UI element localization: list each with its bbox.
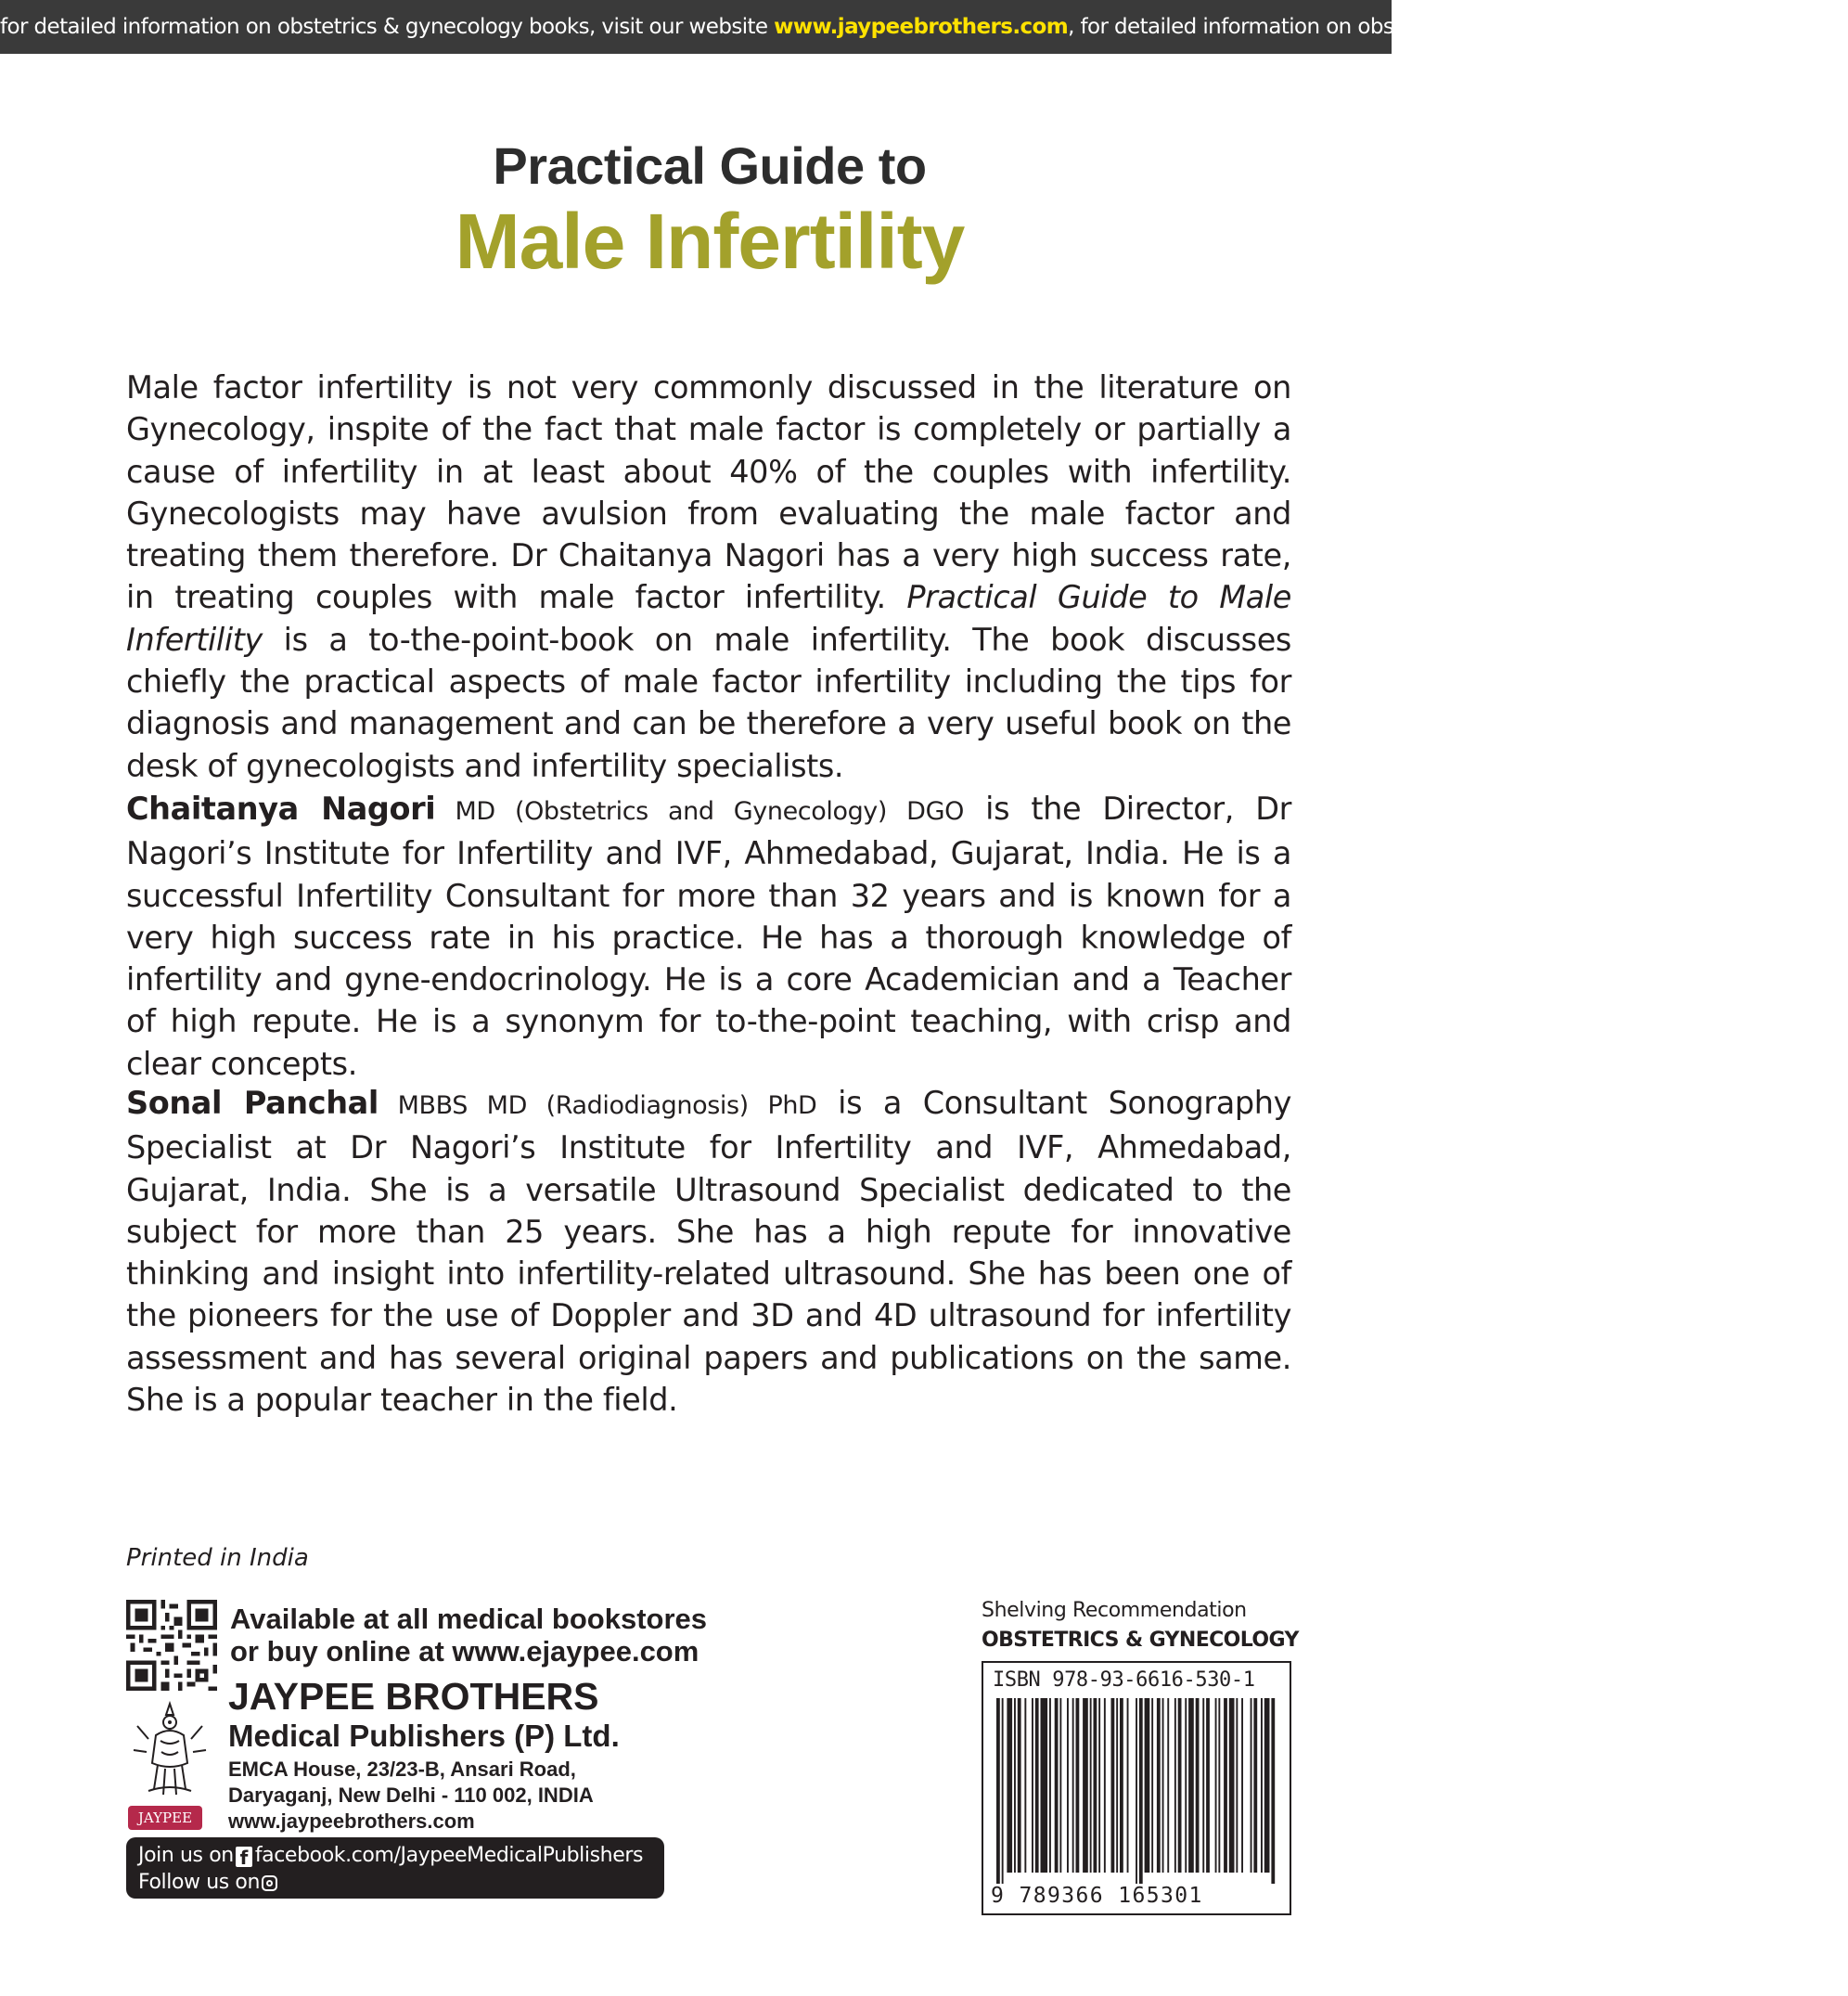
publisher-logo-badge: JAYPEE (128, 1806, 202, 1830)
facebook-line (138, 1842, 664, 1869)
book-description (126, 367, 1291, 787)
instagram-icon (262, 1875, 277, 1891)
description-part-1: Male factor infertility is not very commonly discussed in the literature on Gynecology, inspite of the fact that male factor is completely or partially a cause of infertility in at least about 40% of the couples with infertility. Gynecologists may have avulsion from evaluating the male factor and treating them therefore. Dr Chaitanya Nagori has a very high success rate, in treating couples with male factor infertility. (126, 369, 1291, 616)
shelving-value: OBSTETRICS & GYNECOLOGY (982, 1629, 1299, 1652)
author-qualifications-2: MBBS MD (Radiodiagnosis) PhD (378, 1091, 817, 1120)
facebook-icon: f (236, 1847, 252, 1867)
description-book-title: Practical Guide to Male Infertility (126, 579, 1292, 658)
barcode-box (982, 1661, 1291, 1915)
author-name-1: Chaitanya Nagori (126, 791, 436, 827)
qr-code (126, 1600, 217, 1691)
facebook-link[interactable]: facebook.com/JaypeeMedicalPublishers (254, 1844, 644, 1867)
shelving-label: Shelving Recommendation (982, 1599, 1247, 1622)
banner-url: www.jaypeebrothers.com (774, 15, 1069, 39)
publisher-logo-icon (130, 1698, 210, 1802)
publisher-website[interactable]: www.jaypeebrothers.com (228, 1809, 475, 1833)
author-name-2: Sonal Panchal (126, 1085, 379, 1121)
banner-text: for detailed information on obstetrics & gynecology books, visit our website (0, 15, 775, 39)
availability-line-1: Available at all medical bookstores (230, 1603, 707, 1635)
instagram-prefix: Follow us on (138, 1871, 261, 1894)
availability-text (230, 1603, 707, 1668)
barcode (995, 1698, 1278, 1884)
availability-line-2: or buy online at www.ejaypee.com (230, 1635, 699, 1668)
publisher-address-line-1: EMCA House, 23/23-B, Ansari Road, (228, 1758, 576, 1781)
publisher-address-line-2: Daryaganj, New Delhi - 110 002, INDIA (228, 1784, 594, 1807)
banner-text-repeat: , for detailed information on obstetrics & gynecology books, visit our website (1068, 15, 1848, 39)
author-qualifications-1: MD (Obstetrics and Gynecology) DGO (435, 797, 964, 826)
instagram-link[interactable]: instagram.com/JaypeeMedicalPublishers (138, 1898, 536, 1921)
facebook-prefix: Join us on (138, 1844, 234, 1867)
author-bio-1 (126, 788, 1291, 1085)
printed-in-india: Printed in India (126, 1544, 309, 1572)
description-part-2: is a to-the-point-book on male infertility. The book discusses chiefly the practical aspects of male factor infertility including the tips for diagnosis and management and can be therefore a very useful book on the desk of gynecologists and infertility specialists. (126, 621, 1291, 784)
author-bio-text-1: is the Director, Dr Nagori’s Institute for Infertility and IVF, Ahmedabad, Gujarat, India. He is a successful Infertility Consultant for more than 32 years and is known for a very high success rate in his practice. He has a thorough knowledge of infertility and gyne-endocrinology. He is a core Academician and a Teacher of high repute. He is a synonym for to-the-point teaching, with crisp and clear concepts. (126, 791, 1292, 1082)
barcode-digits: 9 789366 165301 (991, 1884, 1203, 1908)
title-line-1: Practical Guide to (493, 136, 927, 195)
author-bio-text-2: is a Consultant Sonography Specialist at Dr Nagori’s Institute for Infertility and IVF, Ahmedabad, Gujarat, India. She is a versatile Ultrasound Specialist dedicated to the subject for more than 25 years. She has a high repute for innovative thinking and insight into infertility-related ultrasound. She has been one of the pioneers for the use of Doppler and 3D and 4D ultrasound for infertility assessment and has several original papers and publications on the same. She is a popular teacher in the field. (126, 1085, 1291, 1419)
title-line-2: Male Infertility (455, 198, 965, 285)
social-links-box (126, 1837, 664, 1921)
publisher-name: JAYPEE BROTHERS (228, 1675, 599, 1718)
author-bio-2 (126, 1082, 1291, 1421)
isbn-text: ISBN 978-93-6616-530-1 (993, 1668, 1255, 1692)
instagram-line (138, 1869, 664, 1923)
top-banner (0, 0, 1848, 54)
publisher-address (228, 1757, 594, 1835)
publisher-subtitle: Medical Publishers (P) Ltd. (228, 1719, 620, 1753)
